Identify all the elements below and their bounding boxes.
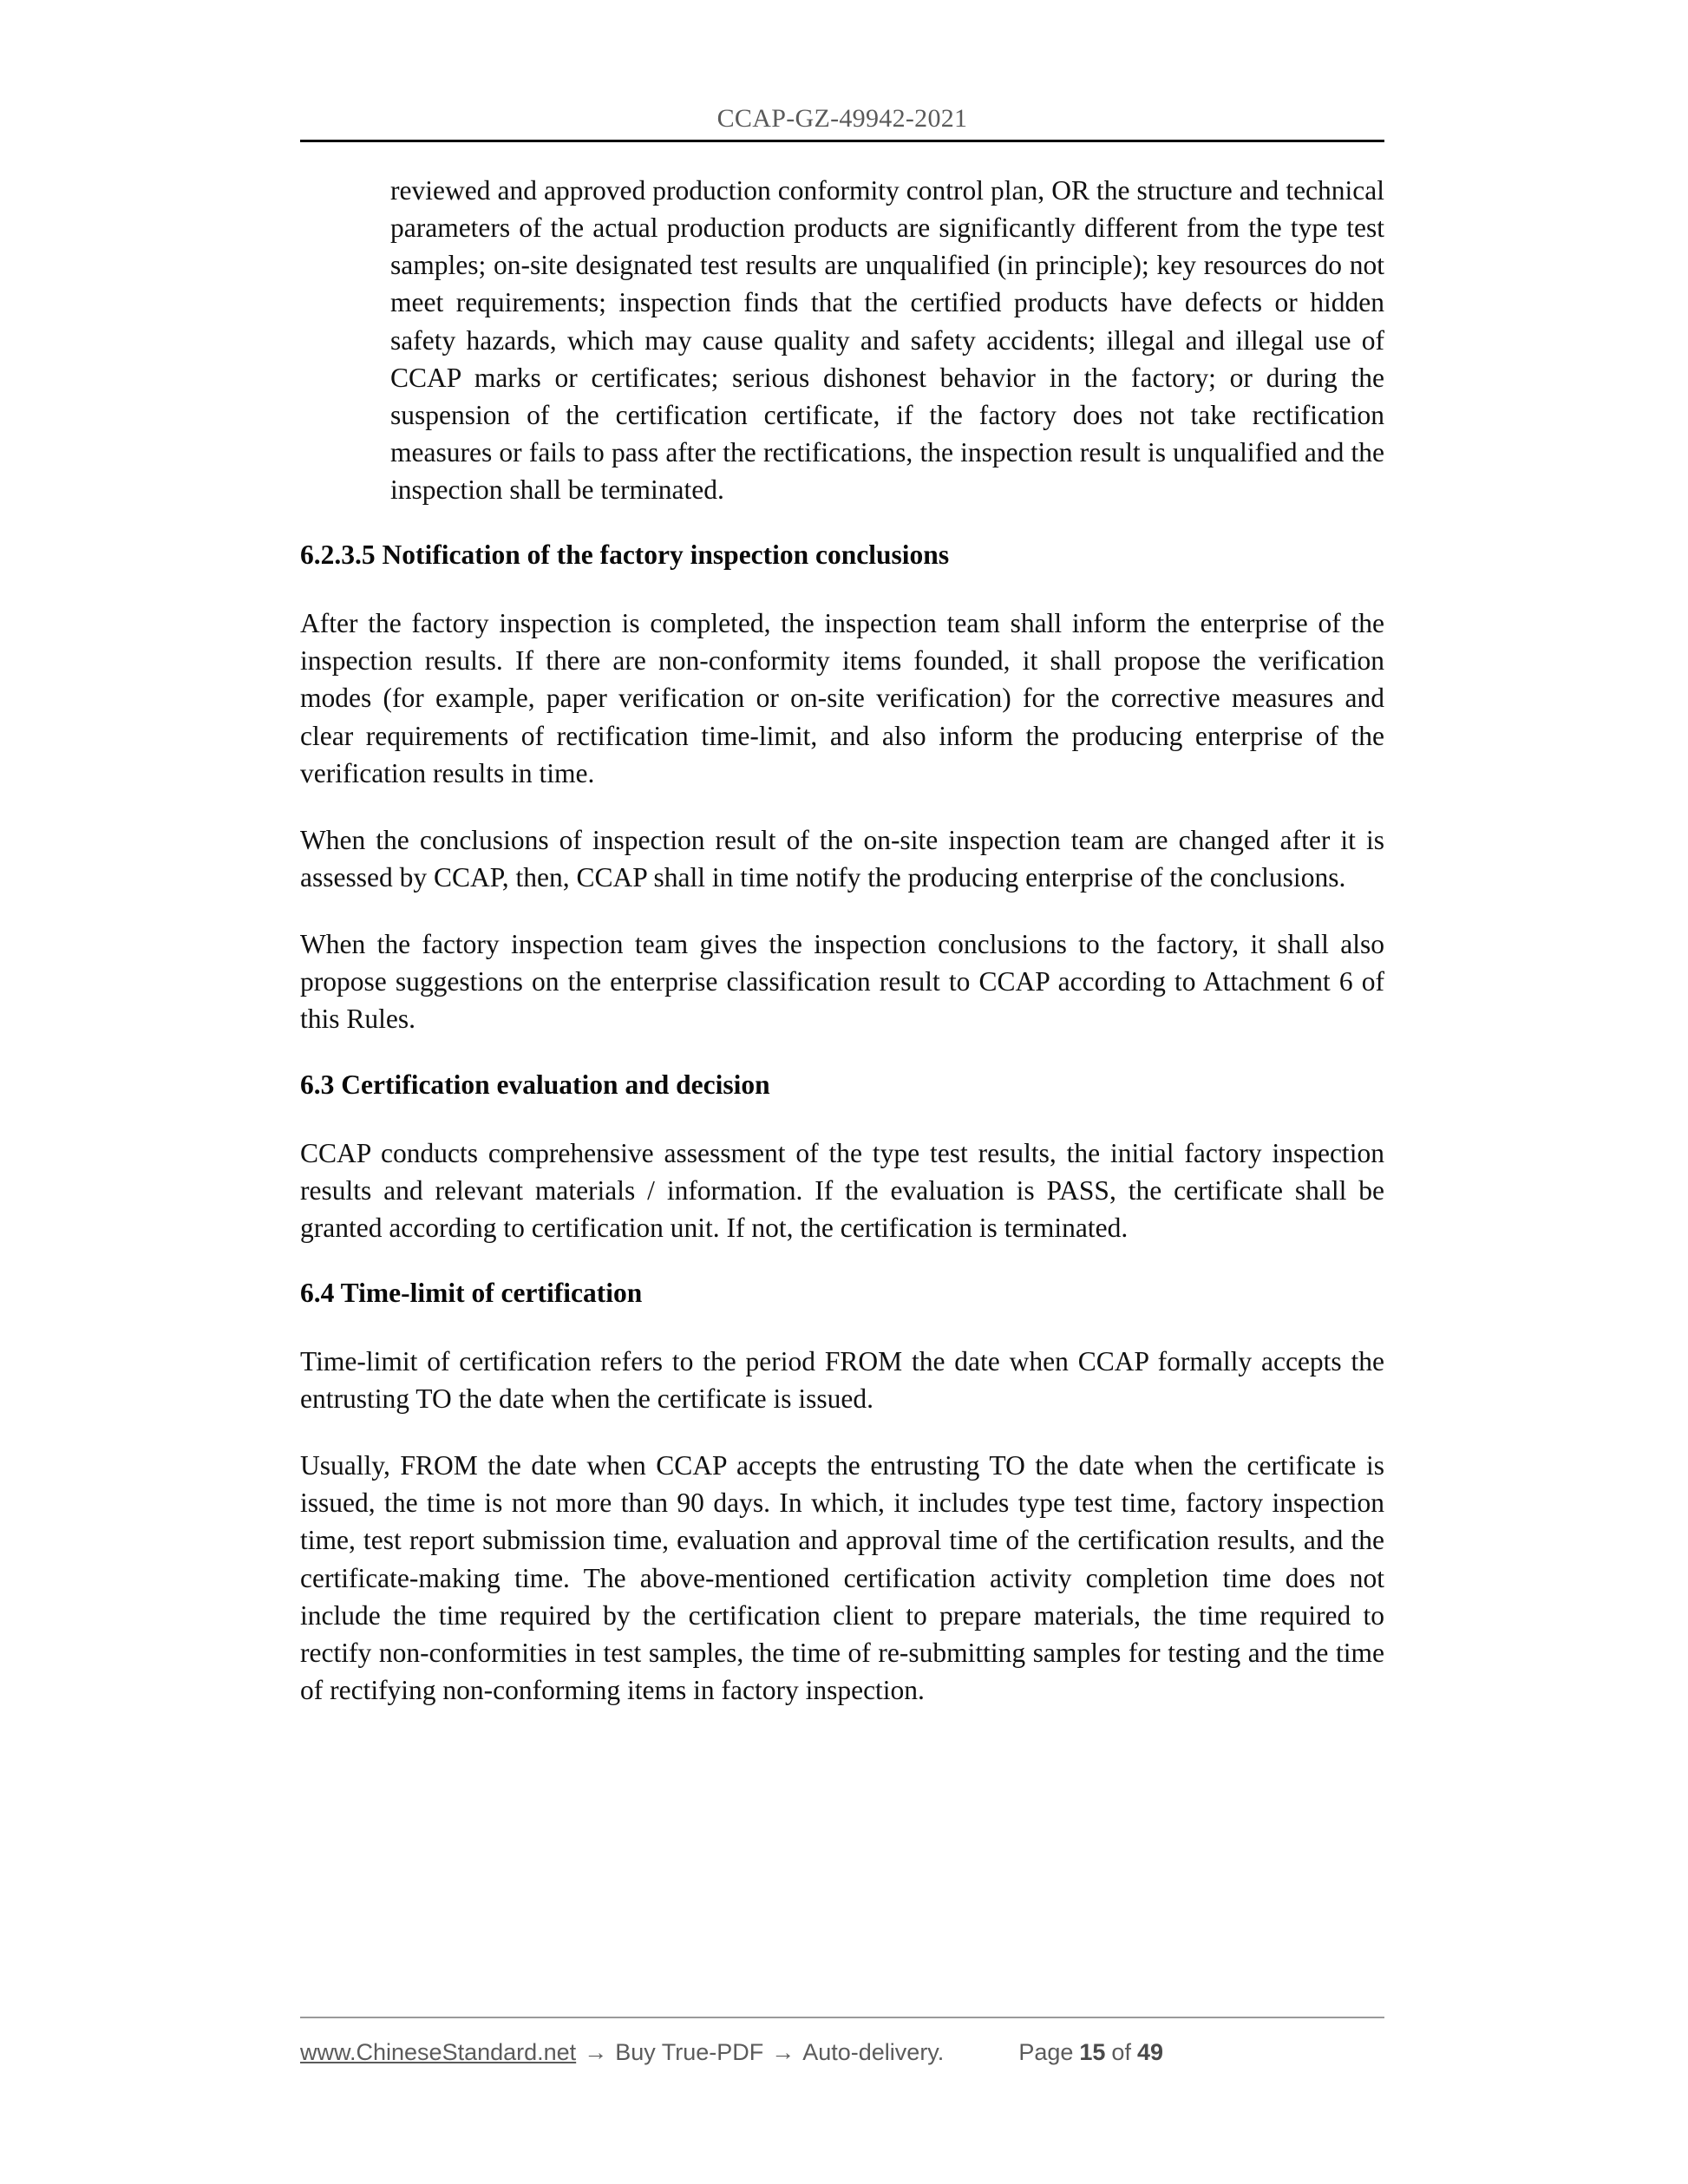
of-label: of (1111, 2039, 1131, 2065)
heading-6-3: 6.3 Certification evaluation and decision (300, 1069, 770, 1100)
header-divider (300, 140, 1384, 142)
paragraph-6-2-3-5-3: When the factory inspection team gives the inspection conclusions to the factory, it shall also propose suggestions on the enterprise classification result to CCAP according to Attachment 6 of this Rules. (300, 929, 1384, 1035)
footer-content (300, 2039, 1384, 2066)
arrow-right-icon-2: → (771, 2039, 795, 2065)
chinesestandard-link[interactable]: www.ChineseStandard.net (300, 2039, 577, 2065)
page-number: 15 (1079, 2039, 1106, 2065)
page-label: Page (1018, 2039, 1074, 2065)
paragraph-6-4-2: Usually, FROM the date when CCAP accepts the entrusting TO the date when the certificate is issued, the time is not more than 90 days. In which, it includes type test time, factory inspection time, test report submission time, evaluation and approval time of the certification results, and the certificate-making time. The above-mentioned certification activity completion time does not include the time required by the certification client to prepare materials, the time required to rectify non-conformities in test samples, the time of re-submitting samples for testing and the time of rectifying non-conforming items in factory inspection. (300, 1450, 1384, 1706)
document-code-title: CCAP-GZ-49942-2021 (716, 104, 968, 133)
arrow-right-icon-1: → (584, 2039, 608, 2065)
heading-6-2-3-5: 6.2.3.5 Notification of the factory inspection conclusions (300, 539, 950, 571)
page-footer (300, 2017, 1384, 2066)
paragraph-6-2-3-5-1: After the factory inspection is completed, the inspection team shall inform the enterprise of the inspection results. If there are non-conformity items founded, it shall propose the verification modes (for example, paper verification or on-site verification) for the corrective measures and clear requirements of rectification time-limit, and also inform the producing enterprise of the verification results in time. (300, 608, 1384, 788)
paragraph-6-2-3-5-2: When the conclusions of inspection result of the on-site inspection team are changed after it is assessed by CCAP, then, CCAP shall in time notify the producing enterprise of the conclusions. (300, 824, 1384, 893)
total-pages: 49 (1136, 2039, 1163, 2065)
page-indicator (1018, 2039, 1163, 2066)
paragraph-6-4-1: Time-limit of certification refers to the period FROM the date when CCAP formally accepts the entrusting TO the date when the certificate is issued. (300, 1345, 1384, 1415)
buy-true-pdf-text: Buy True-PDF (615, 2039, 764, 2065)
paragraph-continuation: reviewed and approved production conformity control plan, OR the structure and technical parameters of the actual production products are significantly different from the type test samples; on-site designated test results are unqualified (in principle); key resources do not meet requirements; inspection finds that the certified products have defects or hidden safety hazards, which may cause quality and safety accidents; illegal and illegal use of CCAP marks or certificates; serious dishonest behavior in the factory; or during the suspension of the certification certificate, if the factory does not take rectification measures or fails to pass after the rectifications, the inspection result is unqualified and the inspection shall be terminated. (390, 175, 1384, 506)
footer-divider (300, 2017, 1384, 2018)
auto-delivery-text: Auto-delivery. (802, 2039, 945, 2065)
heading-6-4: 6.4 Time-limit of certification (300, 1277, 643, 1308)
document-body (300, 172, 1384, 1709)
page-header (300, 104, 1384, 142)
paragraph-6-3-1: CCAP conducts comprehensive assessment of the type test results, the initial factory inspection results and relevant materials / information. If the evaluation is PASS, the certificate shall be granted according to certification unit. If not, the certification is terminated. (300, 1137, 1384, 1243)
